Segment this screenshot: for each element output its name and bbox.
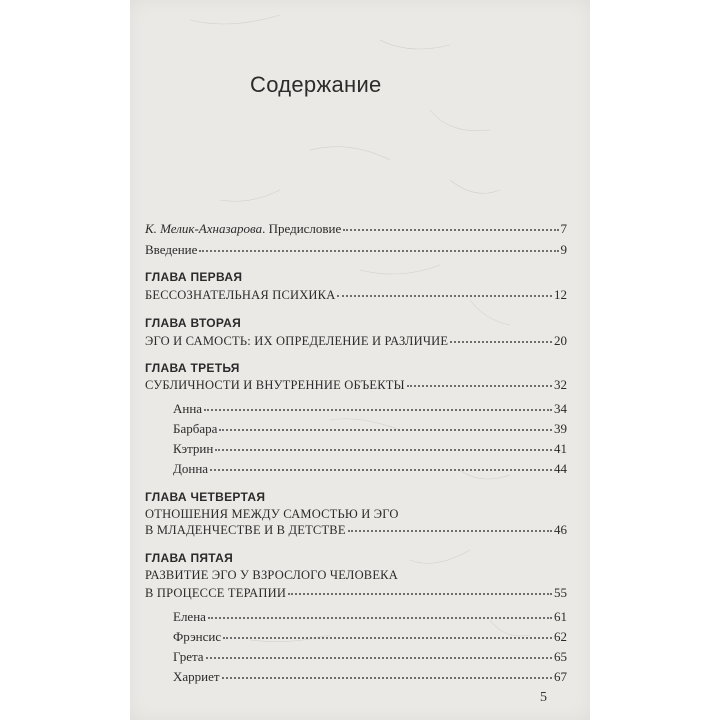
toc-entry-page: 46 [554,522,567,537]
page-number: 5 [540,690,547,705]
dot-leader [450,339,552,343]
dot-leader [204,407,552,411]
toc-entry-text-line: РАЗВИТИЕ ЭГО У ВЗРОСЛОГО ЧЕЛОВЕКА [145,568,398,582]
toc-entry-chapter-5[interactable] [145,585,567,601]
toc-entry-chapter-1[interactable] [145,287,567,303]
toc-subentry[interactable] [173,461,567,477]
toc-entry-text: Анна [173,401,203,416]
toc-entry-text: Елена [173,609,206,624]
toc-subentry[interactable] [173,669,567,685]
toc-entry-text [145,221,341,237]
dot-leader [222,675,552,679]
dot-leader [208,615,552,619]
toc-entry-introduction[interactable] [145,242,567,258]
toc-entry-text: В ПРОЦЕССЕ ТЕРАПИИ [145,586,287,600]
chapter-heading: ГЛАВА ВТОРАЯ [145,316,242,330]
toc-entry-text: БЕССОЗНАТЕЛЬНАЯ ПСИХИКА [145,288,336,302]
dot-leader [223,635,552,639]
chapter-heading: ГЛАВА ТРЕТЬЯ [145,361,240,375]
toc-entry-page: 9 [560,242,567,257]
dot-leader [199,248,558,252]
toc-entry-page: 67 [554,669,567,684]
dot-leader [206,655,552,659]
chapter-heading: ГЛАВА ПЕРВАЯ [145,270,243,284]
toc-entry-page: 65 [554,649,567,664]
toc-entry-chapter-2[interactable] [145,333,567,349]
preface-title: . Предисловие [262,221,342,236]
toc-entry-page: 41 [554,441,567,456]
toc-subentry[interactable] [173,421,567,437]
dot-leader [343,227,558,231]
toc-entry-preface[interactable] [145,221,567,237]
dot-leader [348,528,552,532]
toc-subentry[interactable] [173,401,567,417]
toc-subentry[interactable] [173,629,567,645]
toc-subentry[interactable] [173,609,567,625]
toc-subentry[interactable] [173,441,567,457]
dot-leader [219,427,552,431]
toc-entry-chapter-3[interactable] [145,377,567,393]
dot-leader [288,591,552,595]
page-title: Содержание [250,72,382,97]
toc-entry-text: СУБЛИЧНОСТИ И ВНУТРЕННИЕ ОБЪЕКТЫ [145,378,405,392]
dot-leader [337,293,552,297]
toc-entry-page: 55 [554,585,567,600]
book-page [130,0,590,720]
toc-entry-chapter-4[interactable] [145,522,567,538]
toc-entry-page: 7 [560,221,567,236]
toc-entry-page: 62 [554,629,567,644]
toc-entry-page: 12 [554,287,567,302]
toc-entry-text: Харриет [173,669,220,684]
chapter-heading: ГЛАВА ПЯТАЯ [145,551,234,565]
toc-entry-page: 39 [554,421,567,436]
toc-entry-text: ЭГО И САМОСТЬ: ИХ ОПРЕДЕЛЕНИЕ И РАЗЛИЧИЕ [145,334,449,348]
preface-author: К. Мелик-Ахназарова [145,221,263,236]
toc-entry-text: Кэтрин [173,441,214,456]
toc-entry-text-line: ОТНОШЕНИЯ МЕЖДУ САМОСТЬЮ И ЭГО [145,507,399,521]
toc-entry-text: В МЛАДЕНЧЕСТВЕ И В ДЕТСТВЕ [145,523,346,537]
toc-entry-page: 44 [554,461,567,476]
toc-subentry[interactable] [173,649,567,665]
toc-entry-text: Введение [145,242,198,257]
toc-entry-page: 34 [554,401,567,416]
toc-entry-page: 61 [554,609,567,624]
toc-entry-text: Донна [173,461,209,476]
dot-leader [407,383,552,387]
dot-leader [215,447,552,451]
toc-entry-page: 32 [554,377,567,392]
chapter-heading: ГЛАВА ЧЕТВЕРТАЯ [145,490,266,504]
dot-leader [210,467,552,471]
toc-entry-text: Фрэнсис [173,629,222,644]
toc-entry-text: Грета [173,649,204,664]
toc-entry-text: Барбара [173,421,218,436]
toc-entry-page: 20 [554,333,567,348]
